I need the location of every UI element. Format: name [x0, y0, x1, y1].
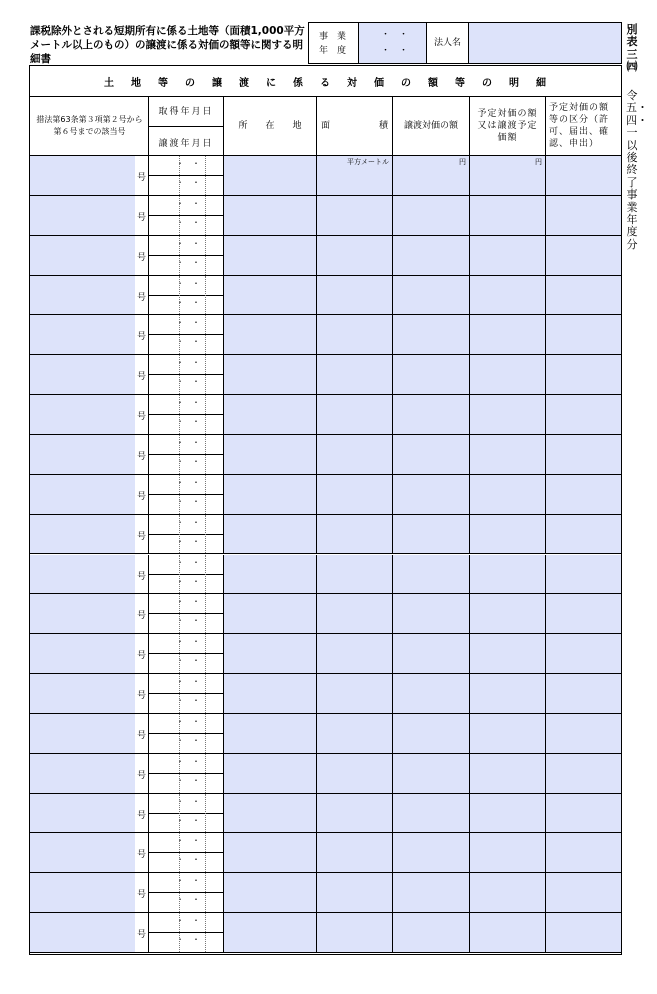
date-separator: ・ ・	[176, 238, 200, 248]
category-cell[interactable]	[546, 634, 621, 673]
area-cell[interactable]	[317, 794, 393, 833]
clause-suffix: 号	[136, 611, 146, 622]
clause-suffix: 号	[136, 770, 146, 781]
clause-cell[interactable]	[30, 634, 149, 673]
date-separator: ・ ・	[176, 677, 200, 687]
clause-cell[interactable]	[30, 156, 149, 195]
date-separator: ・ ・	[176, 358, 200, 368]
col-location: 所 在 地	[224, 96, 317, 156]
col-area: 面 積	[317, 96, 393, 156]
date-cell[interactable]	[149, 315, 224, 354]
area-cell[interactable]	[317, 236, 393, 275]
consideration-cell[interactable]	[393, 276, 470, 315]
table-row	[30, 435, 621, 475]
location-cell[interactable]	[224, 315, 317, 354]
clause-suffix: 号	[136, 691, 146, 702]
planned-cell[interactable]	[470, 674, 546, 713]
location-cell[interactable]	[224, 833, 317, 872]
date-cell[interactable]	[149, 355, 224, 394]
consideration-cell[interactable]	[393, 395, 470, 434]
corporation-name-field[interactable]	[469, 23, 621, 63]
location-cell[interactable]	[224, 435, 317, 474]
consideration-cell[interactable]	[393, 714, 470, 753]
table-row	[30, 833, 621, 873]
table-row	[30, 475, 621, 515]
table-row	[30, 156, 621, 196]
area-cell[interactable]	[317, 435, 393, 474]
clause-cell[interactable]	[30, 236, 149, 275]
date-cell[interactable]	[149, 236, 224, 275]
planned-cell[interactable]	[470, 276, 546, 315]
category-cell[interactable]	[546, 555, 621, 594]
category-cell[interactable]	[546, 833, 621, 872]
clause-cell[interactable]	[30, 395, 149, 434]
category-cell[interactable]	[546, 873, 621, 912]
date-separator: ・ ・	[176, 337, 200, 347]
planned-cell[interactable]	[470, 236, 546, 275]
area-cell[interactable]	[317, 714, 393, 753]
business-year-field[interactable]: ・ ・ ・ ・	[359, 23, 427, 63]
consideration-cell[interactable]	[393, 634, 470, 673]
banner-char: る	[320, 77, 331, 89]
category-cell[interactable]	[546, 794, 621, 833]
date-separator: ・ ・	[176, 916, 200, 926]
category-cell[interactable]	[546, 156, 621, 195]
category-cell[interactable]	[546, 475, 621, 514]
consideration-cell[interactable]	[393, 794, 470, 833]
planned-cell[interactable]	[470, 594, 546, 633]
table-banner	[30, 66, 621, 97]
detail-table	[29, 65, 622, 955]
corporation-label: 法人名	[427, 23, 469, 63]
date-separator: ・ ・	[176, 278, 200, 288]
table-row	[30, 395, 621, 435]
area-cell[interactable]	[317, 634, 393, 673]
area-cell[interactable]	[317, 395, 393, 434]
planned-cell[interactable]	[470, 515, 546, 554]
banner-char: 細	[536, 77, 547, 89]
clause-suffix: 号	[136, 890, 146, 901]
consideration-cell[interactable]	[393, 833, 470, 872]
location-cell[interactable]	[224, 873, 317, 912]
banner-char: の	[482, 77, 493, 89]
category-cell[interactable]	[546, 276, 621, 315]
date-cell[interactable]	[149, 634, 224, 673]
location-cell[interactable]	[224, 634, 317, 673]
planned-cell[interactable]	[470, 754, 546, 793]
clause-suffix: 号	[136, 651, 146, 662]
date-separator: ・ ・	[176, 735, 200, 745]
date-separator: ・ ・	[176, 437, 200, 447]
planned-cell[interactable]	[470, 634, 546, 673]
planned-cell[interactable]	[470, 355, 546, 394]
consideration-cell[interactable]	[393, 315, 470, 354]
consideration-cell[interactable]	[393, 156, 470, 195]
category-cell[interactable]	[546, 355, 621, 394]
date-separator: ・ ・	[176, 417, 200, 427]
date-cell[interactable]	[149, 555, 224, 594]
table-row	[30, 794, 621, 834]
col-consideration: 譲渡対価の額	[393, 96, 470, 156]
banner-char: 渡	[239, 77, 250, 89]
area-cell[interactable]	[317, 156, 393, 195]
banner-char: 土	[104, 77, 115, 89]
table-row	[30, 196, 621, 236]
form-title: 課税除外とされる短期所有に係る土地等（面積1,000平方メートル以上のもの）の譲渡に係る対価の額等に関する明細書	[30, 25, 305, 65]
col-planned: 予定対価の額又は譲渡予定価額	[470, 96, 546, 156]
location-cell[interactable]	[224, 515, 317, 554]
date-cell[interactable]	[149, 913, 224, 952]
area-cell[interactable]	[317, 674, 393, 713]
date-cell[interactable]	[149, 156, 224, 195]
category-cell[interactable]	[546, 913, 621, 952]
location-cell[interactable]	[224, 754, 317, 793]
table-row	[30, 594, 621, 634]
table-row	[30, 714, 621, 754]
table-row	[30, 515, 621, 555]
consideration-cell[interactable]	[393, 435, 470, 474]
clause-cell[interactable]	[30, 674, 149, 713]
date-separator: ・ ・	[176, 297, 200, 307]
banner-char: 地	[131, 77, 142, 89]
date-cell[interactable]	[149, 594, 224, 633]
date-separator: ・ ・	[176, 318, 200, 328]
unit-label: 円	[535, 158, 542, 166]
banner-char: 対	[347, 77, 358, 89]
col-dates: 取得年月日 譲渡年月日	[149, 96, 224, 156]
area-cell[interactable]	[317, 355, 393, 394]
category-cell[interactable]	[546, 196, 621, 235]
date-separator: ・ ・	[176, 855, 200, 865]
clause-cell[interactable]	[30, 196, 149, 235]
planned-cell[interactable]	[470, 873, 546, 912]
table-row	[30, 913, 621, 953]
clause-cell[interactable]	[30, 794, 149, 833]
date-separator: ・ ・	[176, 815, 200, 825]
business-year-label: 事 業 年 度	[309, 23, 359, 63]
category-cell[interactable]	[546, 714, 621, 753]
date-separator: ・ ・	[176, 198, 200, 208]
date-separator: ・ ・	[176, 775, 200, 785]
clause-suffix: 号	[136, 292, 146, 303]
banner-char: の	[185, 77, 196, 89]
category-cell[interactable]	[546, 515, 621, 554]
date-separator: ・ ・	[176, 597, 200, 607]
planned-cell[interactable]	[470, 833, 546, 872]
location-cell[interactable]	[224, 674, 317, 713]
date-separator: ・ ・	[176, 616, 200, 626]
date-cell[interactable]	[149, 515, 224, 554]
location-cell[interactable]	[224, 156, 317, 195]
area-cell[interactable]	[317, 196, 393, 235]
location-cell[interactable]	[224, 355, 317, 394]
table-row	[30, 355, 621, 395]
clause-suffix: 号	[136, 810, 146, 821]
clause-cell[interactable]	[30, 515, 149, 554]
date-separator: ・ ・	[176, 536, 200, 546]
unit-label: 平方メートル	[347, 158, 389, 166]
date-separator: ・ ・	[176, 517, 200, 527]
planned-cell[interactable]	[470, 435, 546, 474]
date-cell[interactable]	[149, 276, 224, 315]
date-separator: ・ ・	[176, 756, 200, 766]
location-cell[interactable]	[224, 594, 317, 633]
category-cell[interactable]	[546, 674, 621, 713]
banner-char: 等	[158, 77, 169, 89]
clause-suffix: 号	[136, 451, 146, 462]
date-cell[interactable]	[149, 674, 224, 713]
location-cell[interactable]	[224, 714, 317, 753]
date-separator: ・ ・	[176, 377, 200, 387]
date-separator: ・ ・	[176, 576, 200, 586]
clause-cell[interactable]	[30, 435, 149, 474]
area-cell[interactable]	[317, 913, 393, 952]
location-cell[interactable]	[224, 196, 317, 235]
date-separator: ・ ・	[176, 637, 200, 647]
consideration-cell[interactable]	[393, 594, 470, 633]
table-row	[30, 555, 621, 595]
period-note: 令五・四・一以後終了事業年度分	[626, 89, 648, 251]
clause-suffix: 号	[136, 571, 146, 582]
consideration-cell[interactable]	[393, 355, 470, 394]
clause-cell[interactable]	[30, 714, 149, 753]
date-separator: ・ ・	[176, 836, 200, 846]
table-row	[30, 674, 621, 714]
date-cell[interactable]	[149, 833, 224, 872]
date-separator: ・ ・	[176, 876, 200, 886]
date-separator: ・ ・	[176, 456, 200, 466]
area-cell[interactable]	[317, 833, 393, 872]
banner-char: の	[401, 77, 412, 89]
category-cell[interactable]	[546, 236, 621, 275]
table-row	[30, 634, 621, 674]
location-cell[interactable]	[224, 794, 317, 833]
clause-suffix: 号	[136, 173, 146, 183]
date-separator: ・ ・	[176, 217, 200, 227]
planned-cell[interactable]	[470, 555, 546, 594]
table-row	[30, 754, 621, 794]
consideration-cell[interactable]	[393, 873, 470, 912]
date-separator: ・ ・	[176, 716, 200, 726]
col-clause: 措法第63条第３項第２号から第６号までの該当号	[30, 96, 149, 156]
area-cell[interactable]	[317, 754, 393, 793]
date-separator: ・ ・	[176, 257, 200, 267]
date-cell[interactable]	[149, 794, 224, 833]
table-row	[30, 873, 621, 913]
date-cell[interactable]	[149, 395, 224, 434]
area-cell[interactable]	[317, 594, 393, 633]
planned-cell[interactable]	[470, 714, 546, 753]
date-separator: ・ ・	[176, 796, 200, 806]
clause-suffix: 号	[136, 850, 146, 861]
clause-suffix: 号	[136, 412, 146, 423]
planned-cell[interactable]	[470, 156, 546, 195]
unit-label: 円	[459, 158, 466, 166]
date-separator: ・ ・	[176, 895, 200, 905]
location-cell[interactable]	[224, 395, 317, 434]
clause-cell[interactable]	[30, 754, 149, 793]
col-category: 予定対価の額等の区分（許可、届出、確認、申出）	[546, 96, 621, 156]
clause-suffix: 号	[136, 930, 146, 941]
date-separator: ・ ・	[176, 696, 200, 706]
banner-char: に	[266, 77, 277, 89]
consideration-cell[interactable]	[393, 674, 470, 713]
clause-cell[interactable]	[30, 475, 149, 514]
banner-char: 価	[374, 77, 385, 89]
clause-cell[interactable]	[30, 276, 149, 315]
clause-suffix: 号	[136, 531, 146, 542]
category-cell[interactable]	[546, 395, 621, 434]
date-separator: ・ ・	[176, 935, 200, 945]
planned-cell[interactable]	[470, 913, 546, 952]
category-cell[interactable]	[546, 754, 621, 793]
clause-suffix: 号	[136, 252, 146, 263]
date-cell[interactable]	[149, 714, 224, 753]
date-cell[interactable]	[149, 754, 224, 793]
banner-char: 明	[509, 77, 520, 89]
banner-char: 係	[293, 77, 304, 89]
header-box	[308, 22, 622, 64]
clause-cell[interactable]	[30, 355, 149, 394]
area-cell[interactable]	[317, 475, 393, 514]
clause-suffix: 号	[136, 491, 146, 502]
clause-cell[interactable]	[30, 315, 149, 354]
clause-cell[interactable]	[30, 913, 149, 952]
clause-suffix: 号	[136, 730, 146, 741]
consideration-cell[interactable]	[393, 555, 470, 594]
date-cell[interactable]	[149, 435, 224, 474]
date-separator: ・ ・	[176, 496, 200, 506]
date-separator: ・ ・	[176, 477, 200, 487]
clause-suffix: 号	[136, 212, 146, 223]
consideration-cell[interactable]	[393, 196, 470, 235]
location-cell[interactable]	[224, 475, 317, 514]
consideration-cell[interactable]	[393, 236, 470, 275]
planned-cell[interactable]	[470, 794, 546, 833]
area-cell[interactable]	[317, 315, 393, 354]
area-cell[interactable]	[317, 276, 393, 315]
date-separator: ・ ・	[176, 398, 200, 408]
banner-char: 譲	[212, 77, 223, 89]
clause-suffix: 号	[136, 372, 146, 383]
clause-cell[interactable]	[30, 555, 149, 594]
clause-suffix: 号	[136, 332, 146, 343]
banner-char: 額	[428, 77, 439, 89]
form-number: 別表三㈣	[626, 23, 638, 74]
area-cell[interactable]	[317, 555, 393, 594]
table-row	[30, 315, 621, 355]
date-separator: ・ ・	[176, 557, 200, 567]
location-cell[interactable]	[224, 236, 317, 275]
area-cell[interactable]	[317, 873, 393, 912]
table-row	[30, 236, 621, 276]
consideration-cell[interactable]	[393, 475, 470, 514]
category-cell[interactable]	[546, 594, 621, 633]
date-separator: ・ ・	[176, 178, 200, 187]
date-separator: ・ ・	[176, 159, 200, 168]
area-cell[interactable]	[317, 515, 393, 554]
clause-cell[interactable]	[30, 594, 149, 633]
consideration-cell[interactable]	[393, 754, 470, 793]
planned-cell[interactable]	[470, 315, 546, 354]
date-cell[interactable]	[149, 196, 224, 235]
banner-char: 等	[455, 77, 466, 89]
category-cell[interactable]	[546, 435, 621, 474]
date-cell[interactable]	[149, 475, 224, 514]
date-cell[interactable]	[149, 873, 224, 912]
location-cell[interactable]	[224, 555, 317, 594]
planned-cell[interactable]	[470, 196, 546, 235]
consideration-cell[interactable]	[393, 913, 470, 952]
consideration-cell[interactable]	[393, 515, 470, 554]
date-separator: ・ ・	[176, 656, 200, 666]
category-cell[interactable]	[546, 315, 621, 354]
clause-cell[interactable]	[30, 873, 149, 912]
clause-cell[interactable]	[30, 833, 149, 872]
table-row	[30, 276, 621, 316]
location-cell[interactable]	[224, 913, 317, 952]
planned-cell[interactable]	[470, 395, 546, 434]
location-cell[interactable]	[224, 276, 317, 315]
planned-cell[interactable]	[470, 475, 546, 514]
